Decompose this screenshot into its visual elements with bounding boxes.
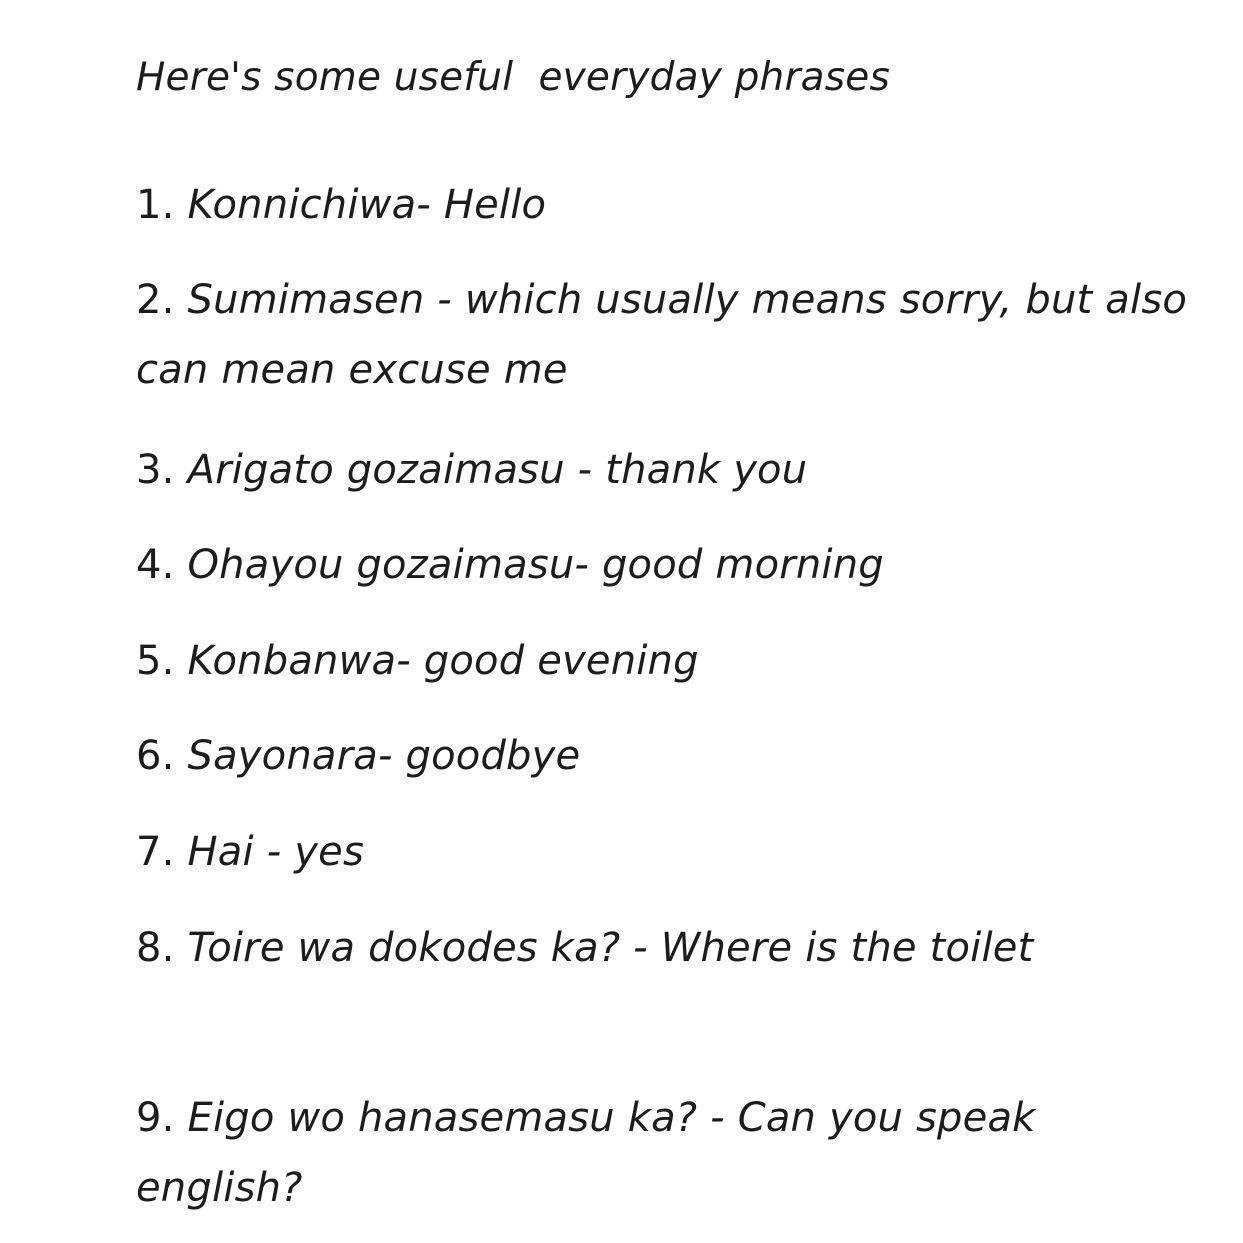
phrase-text: Ohayou gozaimasu- good morning	[187, 542, 884, 588]
phrase-number: 1.	[136, 182, 175, 228]
phrase-text: Konnichiwa- Hello	[187, 182, 547, 228]
phrase-text: Konbanwa- good evening	[187, 638, 699, 684]
phrase-number: 6.	[136, 733, 175, 779]
phrase-number: 9.	[136, 1095, 175, 1141]
phrase-item-8	[136, 913, 1211, 983]
phrase-item-5	[136, 626, 1211, 696]
phrase-item-6	[136, 721, 1211, 791]
phrase-number: 8.	[136, 925, 175, 971]
phrase-text: Sayonara- goodbye	[187, 733, 581, 779]
phrase-text: Sumimasen - which usually means sorry, but also can mean excuse me	[136, 277, 1188, 393]
phrase-item-2	[136, 265, 1211, 405]
phrase-item-4	[136, 530, 1211, 600]
phrase-number: 5.	[136, 638, 175, 684]
phrase-number: 7.	[136, 829, 175, 875]
phrase-number: 4.	[136, 542, 175, 588]
phrase-item-7	[136, 817, 1211, 887]
phrase-number: 3.	[136, 447, 175, 493]
phrase-item-3	[136, 435, 1211, 505]
phrase-text: Arigato gozaimasu - thank you	[187, 447, 808, 493]
phrase-text: Toire wa dokodes ka? - Where is the toilet	[187, 925, 1034, 971]
phrase-item-1	[136, 170, 1211, 240]
phrase-text: Hai - yes	[187, 829, 364, 875]
intro-heading: Here's some useful everyday phrases	[136, 55, 891, 100]
phrase-item-9	[136, 1083, 1211, 1223]
phrase-text: Eigo wo hanasemasu ka? - Can you speak english?	[136, 1095, 1036, 1211]
phrase-number: 2.	[136, 277, 175, 323]
